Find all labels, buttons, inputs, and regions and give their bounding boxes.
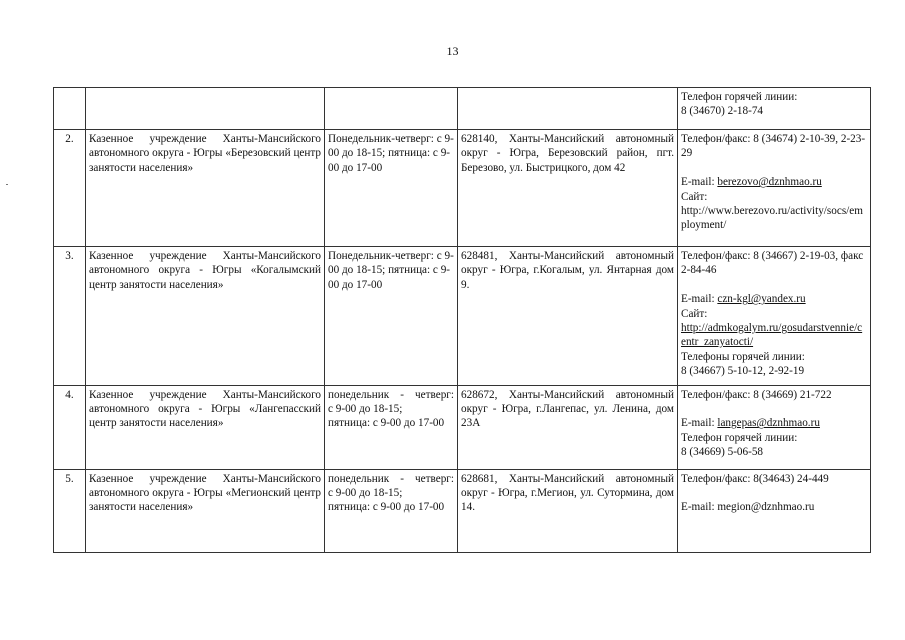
contacts <box>678 130 871 247</box>
organization-name: Казенное учреждение Ханты-Мансийского автономного округа - Югры «Мегионский центр занятости населения» <box>86 469 325 552</box>
contacts <box>678 88 871 130</box>
phone-fax: Телефон/факс: 8 (34667) 2-19-03, факс 2-84-46 <box>681 250 864 277</box>
organization-name: Казенное учреждение Ханты-Мансийского автономного округа - Югры «Лангепасский центр занятости населения» <box>86 385 325 469</box>
table-row <box>54 130 871 247</box>
working-hours <box>325 469 458 552</box>
hours-days: понедельник - четверг: <box>328 472 454 485</box>
email: E-mail: langepas@dznhmao.ru <box>681 417 820 430</box>
spacer <box>681 402 867 416</box>
contacts <box>678 247 871 386</box>
hotline-label: Телефон горячей линии: <box>681 91 798 103</box>
hotline-label: Телефон горячей линии: <box>681 431 798 444</box>
hours-weekday: с 9-00 до 18-15; <box>328 487 403 500</box>
spacer <box>681 486 867 500</box>
row-number: 5. <box>54 469 86 552</box>
address <box>458 88 678 130</box>
site-url[interactable]: http://admkogalym.ru/gosudarstvennie/centr_zanyatocti/ <box>681 322 863 349</box>
row-number: 3. <box>54 247 86 386</box>
address: 628672, Ханты-Мансийский автономный округ - Югра, г.Лангепас, ул. Ленина, дом 23А <box>458 385 678 469</box>
email: E-mail: berezovo@dznhmao.ru <box>681 176 822 189</box>
hotline-label: Телефоны горячей линии: <box>681 350 805 363</box>
hours-weekday: с 9-00 до 18-15; <box>328 403 403 416</box>
organization-name <box>86 88 325 130</box>
spacer <box>681 161 867 175</box>
address: 628681, Ханты-Мансийский автономный округ - Югра, г.Мегион, ул. Сутормина, дом 14. <box>458 469 678 552</box>
table-row <box>54 247 871 386</box>
site-label: Сайт: <box>681 190 708 203</box>
page-number: 13 <box>446 44 459 58</box>
email-link[interactable]: berezovo@dznhmao.ru <box>717 176 822 189</box>
phone-fax: Телефон/факс: 8 (34674) 2-10-39, 2-23-29 <box>681 133 866 160</box>
table-row <box>54 469 871 552</box>
hotline-phone: 8 (34669) 5-06-58 <box>681 446 764 459</box>
hours-friday: пятница: с 9-00 до 17-00 <box>328 501 445 514</box>
email: E-mail: megion@dznhmao.ru <box>681 501 815 514</box>
hotline-phone: 8 (34667) 5-10-12, 2-92-19 <box>681 365 805 378</box>
working-hours: Понедельник-четверг: с 9-00 до 18-15; пятница: с 9-00 до 17-00 <box>325 247 458 386</box>
email: E-mail: czn-kgl@yandex.ru <box>681 293 806 306</box>
employment-centers-table <box>53 87 871 553</box>
spacer <box>681 278 867 292</box>
phone-fax: Телефон/факс: 8(34643) 24-449 <box>681 472 829 485</box>
hours-days: понедельник - четверг: <box>328 388 454 401</box>
site-label: Сайт: <box>681 307 708 320</box>
working-hours <box>325 385 458 469</box>
contacts <box>678 385 871 469</box>
working-hours: Понедельник-четверг: с 9-00 до 18-15; пятница: с 9-00 до 17-00 <box>325 130 458 247</box>
address: 628481, Ханты-Мансийский автономный округ - Югра, г.Когалым, ул. Янтарная дом 9. <box>458 247 678 386</box>
row-number: 2. <box>54 130 86 247</box>
site-url[interactable]: http://www.berezovo.ru/activity/socs/employment/ <box>681 205 863 232</box>
margin-mark <box>6 184 8 185</box>
email-link[interactable]: langepas@dznhmao.ru <box>717 417 820 430</box>
address: 628140, Ханты-Мансийский автономный округ - Югра, Березовский район, пгт. Березово, ул. Быстрицкого, дом 42 <box>458 130 678 247</box>
phone-fax: Телефон/факс: 8 (34669) 21-722 <box>681 388 832 401</box>
table-row <box>54 385 871 469</box>
table-row <box>54 88 871 130</box>
hotline-phone: 8 (34670) 2-18-74 <box>681 105 764 118</box>
working-hours <box>325 88 458 130</box>
email-link[interactable]: czn-kgl@yandex.ru <box>717 293 806 306</box>
row-number: 4. <box>54 385 86 469</box>
hours-friday: пятница: с 9-00 до 17-00 <box>328 417 445 430</box>
organization-name: Казенное учреждение Ханты-Мансийского автономного округа - Югры «Березовский центр занятости населения» <box>86 130 325 247</box>
contacts <box>678 469 871 552</box>
row-number <box>54 88 86 130</box>
organization-name: Казенное учреждение Ханты-Мансийского автономного округа - Югры «Когалымский центр занятости населения» <box>86 247 325 386</box>
